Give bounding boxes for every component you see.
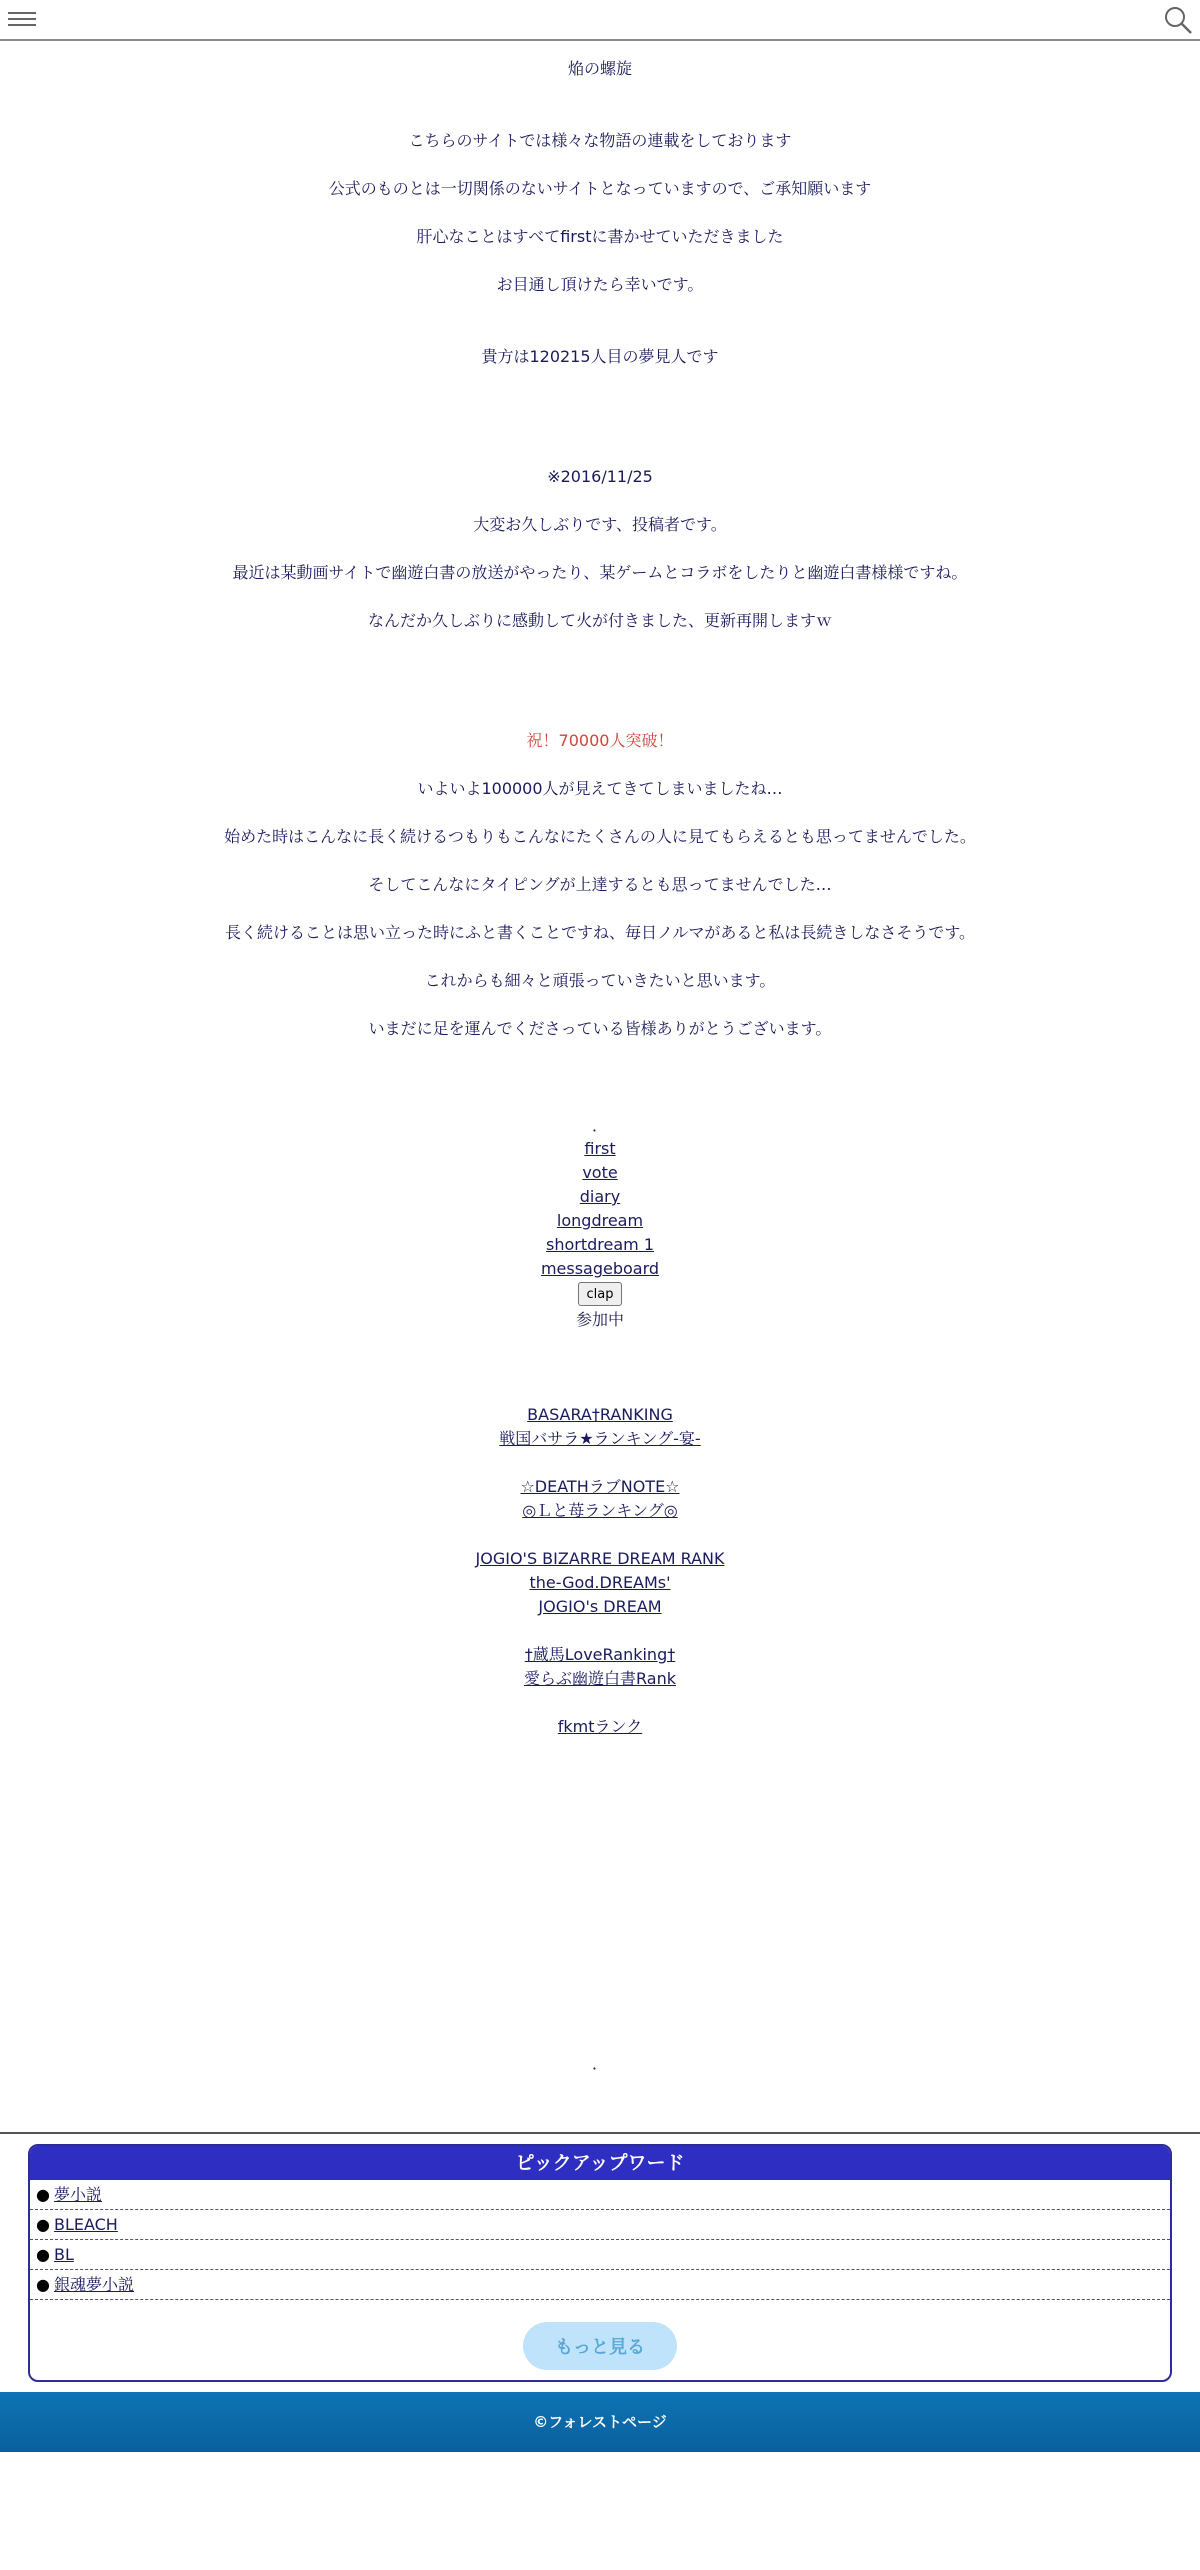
- celebration-line-6: いまだに足を運んでくださっている皆様ありがとうございます。: [368, 1019, 832, 1038]
- pickup-words-box: [28, 2144, 1172, 2382]
- sengoku-basara-ranking-link[interactable]: 戦国バサラ★ランキング-宴-: [499, 1429, 701, 1448]
- hamburger-menu-icon[interactable]: [8, 8, 36, 30]
- celebration-line-5: これからも細々と頑張っていきたいと思います。: [424, 971, 776, 990]
- list-item: [30, 2210, 1170, 2240]
- pickup-link-bleach[interactable]: BLEACH: [53, 2215, 118, 2234]
- pickup-link-yume-shousetsu[interactable]: 夢小説: [53, 2185, 102, 2204]
- first-link[interactable]: first: [584, 1139, 616, 1158]
- kurama-ranking-link[interactable]: †蔵馬LoveRanking†: [524, 1645, 676, 1664]
- bullet-icon: ●: [36, 2215, 50, 2234]
- footer-copyright: ©フォレストページ: [0, 2392, 1200, 2452]
- separator-dot: ．: [591, 1116, 608, 1135]
- celebration-line-1: いよいよ100000人が見えてきてしまいましたね…: [417, 779, 783, 798]
- l-ichigo-ranking-link[interactable]: ◎Ｌと苺ランキング◎: [522, 1501, 678, 1520]
- notice-date: ※2016/11/25: [547, 467, 653, 486]
- yuyu-hakusho-rank-link[interactable]: 愛らぶ幽遊白書Rank: [524, 1669, 676, 1688]
- fkmt-rank-link[interactable]: fkmtランク: [557, 1717, 643, 1736]
- longdream-link[interactable]: longdream: [556, 1211, 644, 1230]
- top-bar: [0, 0, 1200, 41]
- visitor-counter: 貴方は120215人目の夢見人です: [481, 347, 719, 366]
- notice-line-3: なんだか久しぶりに感動して火が付きました、更新再開しますｗ: [367, 611, 832, 630]
- vote-link[interactable]: vote: [582, 1163, 618, 1182]
- celebration-title: 祝！70000人突破！: [526, 731, 674, 750]
- see-more-button[interactable]: もっと見る: [523, 2322, 677, 2370]
- intro-line-4: お目通し頂けたら幸いです。: [496, 275, 704, 294]
- list-item: [30, 2240, 1170, 2270]
- bullet-icon: ●: [36, 2245, 50, 2264]
- participating-label: 参加中: [575, 1310, 624, 1329]
- clap-button[interactable]: clap: [578, 1282, 622, 1306]
- bullet-icon: ●: [36, 2185, 50, 2204]
- pickup-link-gintama[interactable]: 銀魂夢小説: [53, 2275, 134, 2294]
- basara-ranking-link[interactable]: BASARA†RANKING: [527, 1405, 673, 1424]
- pickup-title: ピックアップワード: [30, 2146, 1170, 2180]
- intro-line-1: こちらのサイトでは様々な物語の連載をしております: [408, 131, 792, 150]
- jogio-dream-link[interactable]: JOGIO's DREAM: [538, 1597, 662, 1616]
- bullet-icon: ●: [36, 2275, 50, 2294]
- intro-line-2: 公式のものとは一切関係のないサイトとなっていますので、ご承知願います: [328, 179, 872, 198]
- god-dreams-link[interactable]: the-God.DREAMs': [529, 1573, 671, 1592]
- notice-line-2: 最近は某動画サイトで幽遊白書の放送がやったり、某ゲームとコラボをしたりと幽遊白書様様ですね。: [232, 563, 968, 582]
- celebration-line-2: 始めた時はこんなに長く続けるつもりもこんなにたくさんの人に見てもらえるとも思ってませんでした。: [224, 827, 976, 846]
- list-item: [30, 2180, 1170, 2210]
- search-icon[interactable]: [1162, 4, 1194, 36]
- list-item: [30, 2270, 1170, 2300]
- notice-line-1: 大変お久しぶりです、投稿者です。: [473, 515, 727, 534]
- celebration-line-4: 長く続けることは思い立った時にふと書くことですね、毎日ノルマがあると私は長続きしなさそうです。: [224, 923, 976, 942]
- messageboard-link[interactable]: messageboard: [540, 1259, 660, 1278]
- celebration-line-3: そしてこんなにタイピングが上達するとも思ってませんでした…: [368, 875, 832, 894]
- bottom-dot: ．: [591, 2054, 608, 2073]
- diary-link[interactable]: diary: [579, 1187, 621, 1206]
- intro-line-3: 肝心なことはすべてfirstに書かせていただきました: [416, 227, 784, 246]
- death-note-ranking-link[interactable]: ☆DEATHラブNOTE☆: [520, 1477, 680, 1496]
- jojo-bizarre-rank-link[interactable]: JOGIO'S BIZARRE DREAM RANK: [475, 1549, 725, 1568]
- pickup-link-bl[interactable]: BL: [53, 2245, 74, 2264]
- shortdream-link[interactable]: shortdream 1: [546, 1235, 654, 1254]
- site-title: 焔の螺旋: [567, 59, 632, 78]
- divider: [0, 2132, 1200, 2134]
